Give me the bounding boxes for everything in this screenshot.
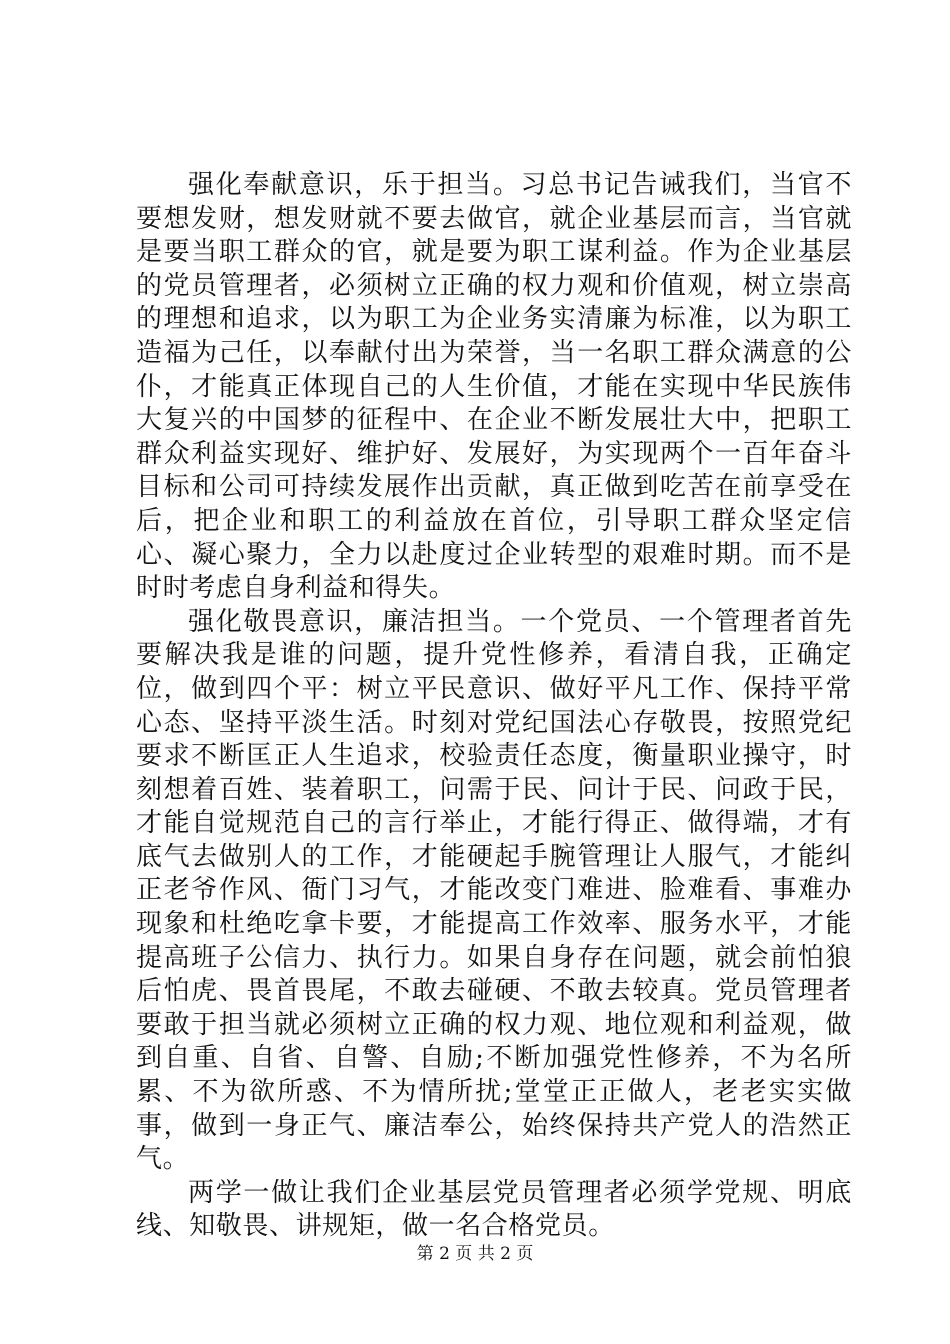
paragraph-conclusion: 两学一做让我们企业基层党员管理者必须学党规、明底线、知敬畏、讲规矩，做一名合格党员。 bbox=[136, 1177, 852, 1242]
paragraph-integrity: 强化敬畏意识，廉洁担当。一个党员、一个管理者首先要解决我是谁的问题，提升党性修养，看清自我，正确定位，做到四个平：树立平民意识、做好平凡工作、保持平常心态、坚持平淡生活。时刻对党纪国法心存敬畏，按照党纪要求不断匡正人生追求，校验责任态度，衡量职业操守，时刻想着百姓、装着职工，问需于民、问计于民、问政于民，才能自觉规范自己的言行举止，才能行得正、做得端，才有底气去做别人的工作，才能硬起手腕管理让人服气，才能纠正老爷作风、衙门习气，才能改变门难进、脸难看、事难办现象和杜绝吃拿卡要，才能提高工作效率、服务水平，才能提高班子公信力、执行力。如果自身存在问题，就会前怕狼后怕虎、畏首畏尾，不敢去碰硬、不敢去较真。党员管理者要敢于担当就必须树立正确的权力观、地位观和利益观，做到自重、自省、自警、自励;不断加强党性修养，不为名所累、不为欲所惑、不为情所扰;堂堂正正做人，老老实实做事，做到一身正气、廉洁奉公，始终保持共产党人的浩然正气。 bbox=[136, 606, 852, 1175]
document-body bbox=[136, 169, 852, 1244]
paragraph-dedication: 强化奉献意识，乐于担当。习总书记告诫我们，当官不要想发财，想发财就不要去做官，就企业基层而言，当官就是要当职工群众的官，就是要为职工谋利益。作为企业基层的党员管理者，必须树立正确的权力观和价值观，树立崇高的理想和追求，以为职工为企业务实清廉为标准，以为职工造福为己任，以奉献付出为荣誉，当一名职工群众满意的公仆，才能真正体现自己的人生价值，才能在实现中华民族伟大复兴的中国梦的征程中、在企业不断发展壮大中，把职工群众利益实现好、维护好、发展好，为实现两个一百年奋斗目标和公司可持续发展作出贡献，真正做到吃苦在前享受在后，把企业和职工的利益放在首位，引导职工群众坚定信心、凝心聚力，全力以赴度过企业转型的艰难时期。而不是时时考虑自身利益和得失。 bbox=[136, 170, 852, 604]
page-number-footer: 第 2 页 共 2 页 bbox=[416, 1244, 534, 1264]
